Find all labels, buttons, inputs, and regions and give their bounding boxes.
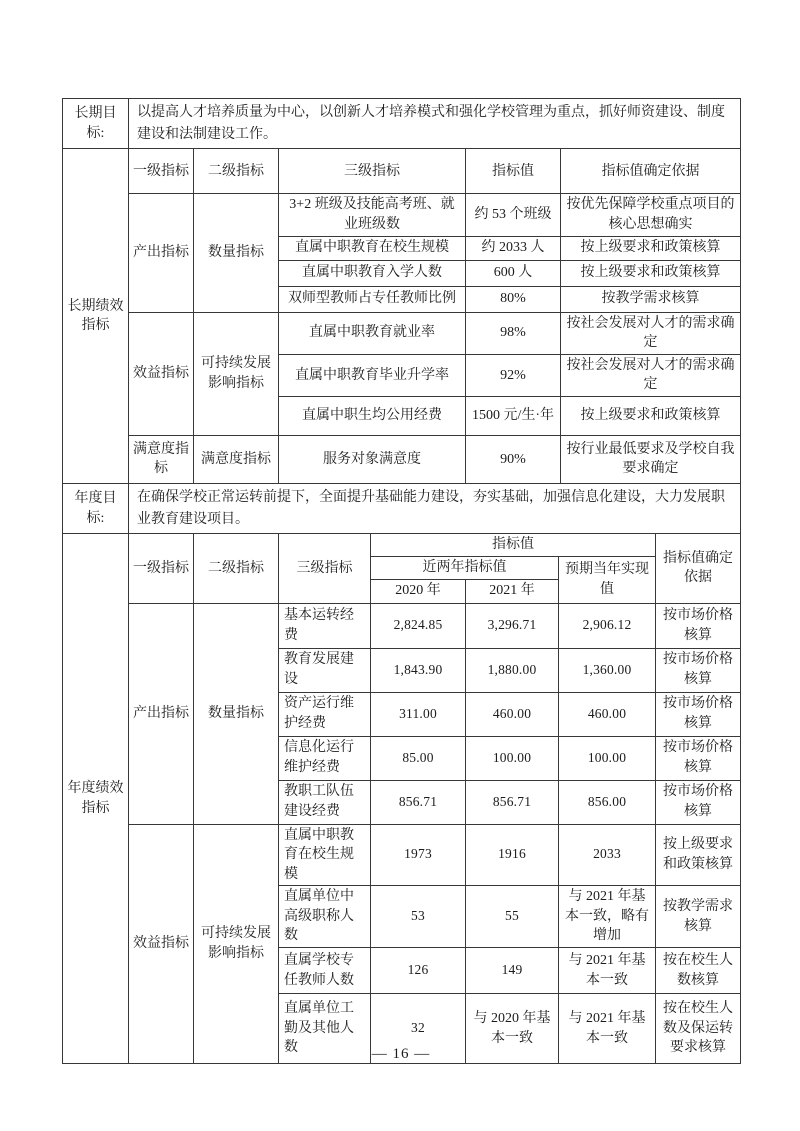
indicator-name-cell: 直属中职教育入学人数	[279, 260, 466, 286]
indicator-name-cell: 直属单位工勤及其他人数	[279, 994, 371, 1064]
indicator-name-cell: 教育发展建设	[279, 648, 371, 692]
long-term-side-label: 长期绩效指标	[63, 149, 129, 484]
value-2020-cell: 32	[371, 994, 466, 1064]
col-header-recent-two-years: 近两年指标值	[371, 556, 559, 579]
expected-value-cell: 1,360.00	[559, 648, 656, 692]
indicator-basis-cell: 按上级要求和政策核算	[561, 260, 741, 286]
long-term-goal-text: 以提高人才培养质量为中心，以创新人才培养模式和强化学校管理为重点，抓好师资建设、制度建设和法制建设工作。	[129, 99, 741, 149]
indicator-name-cell: 资产运行维护经费	[279, 692, 371, 736]
level1-cell: 效益指标	[129, 824, 194, 1064]
expected-value-cell: 856.00	[559, 780, 656, 824]
indicator-value-cell: 1500 元/生·年	[466, 396, 561, 435]
indicator-name-cell: 基本运转经费	[279, 603, 371, 648]
level1-cell: 效益指标	[129, 312, 194, 435]
value-2020-cell: 311.00	[371, 692, 466, 736]
value-2021-cell: 460.00	[466, 692, 559, 736]
level1-cell: 产出指标	[129, 194, 194, 312]
col-header-basis: 指标值确定依据	[656, 534, 741, 603]
indicator-basis-cell: 按行业最低要求及学校自我要求确定	[561, 435, 741, 483]
indicator-basis-cell: 按上级要求和政策核算	[561, 236, 741, 260]
indicator-name-cell: 直属中职生均公用经费	[279, 396, 466, 435]
indicator-name-cell: 教职工队伍建设经费	[279, 780, 371, 824]
col-header-value-group: 指标值	[371, 534, 656, 557]
indicator-value-cell: 约 53 个班级	[466, 194, 561, 236]
indicator-basis-cell: 按社会发展对人才的需求确定	[561, 354, 741, 396]
indicator-basis-cell: 按上级要求和政策核算	[656, 824, 741, 886]
value-2020-cell: 856.71	[371, 780, 466, 824]
expected-value-cell: 与 2021 年基本一致，略有增加	[559, 886, 656, 948]
level2-cell: 可持续发展影响指标	[194, 824, 279, 1064]
col-header-level3: 三级指标	[279, 149, 466, 194]
col-header-year-2021: 2021 年	[466, 579, 559, 603]
indicator-name-cell: 直属中职教育就业率	[279, 312, 466, 354]
annual-performance-table	[62, 483, 741, 1064]
indicator-basis-cell: 按市场价格核算	[656, 780, 741, 824]
indicator-basis-cell: 按社会发展对人才的需求确定	[561, 312, 741, 354]
value-2021-cell: 与 2020 年基本一致	[466, 994, 559, 1064]
value-2021-cell: 1,880.00	[466, 648, 559, 692]
value-2021-cell: 55	[466, 886, 559, 948]
value-2020-cell: 85.00	[371, 736, 466, 780]
col-header-value: 指标值	[466, 149, 561, 194]
expected-value-cell: 2033	[559, 824, 656, 886]
indicator-name-cell: 直属中职教育在校生规模	[279, 824, 371, 886]
annual-goal-label: 年度目标:	[63, 483, 129, 533]
indicator-basis-cell: 按市场价格核算	[656, 692, 741, 736]
indicator-basis-cell: 按教学需求核算	[656, 886, 741, 948]
indicator-name-cell: 双师型教师占专任教师比例	[279, 286, 466, 312]
level1-cell: 产出指标	[129, 603, 194, 824]
value-2021-cell: 856.71	[466, 780, 559, 824]
value-2020-cell: 53	[371, 886, 466, 948]
indicator-name-cell: 直属学校专任教师人数	[279, 948, 371, 994]
value-2020-cell: 1,843.90	[371, 648, 466, 692]
annual-side-label: 年度绩效指标	[63, 534, 129, 1064]
indicator-value-cell: 90%	[466, 435, 561, 483]
value-2021-cell: 1916	[466, 824, 559, 886]
indicator-name-cell: 信息化运行维护经费	[279, 736, 371, 780]
indicator-name-cell: 3+2 班级及技能高考班、就业班级数	[279, 194, 466, 236]
page-number: — 16 —	[371, 1046, 431, 1062]
value-2020-cell: 126	[371, 948, 466, 994]
indicator-basis-cell: 按市场价格核算	[656, 648, 741, 692]
indicator-value-cell: 92%	[466, 354, 561, 396]
value-2020-cell: 1973	[371, 824, 466, 886]
indicator-value-cell: 约 2033 人	[466, 236, 561, 260]
col-header-level2: 二级指标	[194, 534, 279, 603]
value-2021-cell: 149	[466, 948, 559, 994]
indicator-name-cell: 直属单位中高级职称人数	[279, 886, 371, 948]
expected-value-cell: 100.00	[559, 736, 656, 780]
indicator-basis-cell: 按在校生人数及保运转要求核算	[656, 994, 741, 1064]
col-header-basis: 指标值确定依据	[561, 149, 741, 194]
expected-value-cell: 与 2021 年基本一致	[559, 994, 656, 1064]
value-2021-cell: 100.00	[466, 736, 559, 780]
value-2020-cell: 2,824.85	[371, 603, 466, 648]
level2-cell: 满意度指标	[194, 435, 279, 483]
col-header-level2: 二级指标	[194, 149, 279, 194]
level1-cell: 满意度指标	[129, 435, 194, 483]
indicator-value-cell: 600 人	[466, 260, 561, 286]
indicator-basis-cell: 按市场价格核算	[656, 603, 741, 648]
value-2021-cell: 3,296.71	[466, 603, 559, 648]
indicator-basis-cell: 按教学需求核算	[561, 286, 741, 312]
col-header-level1: 一级指标	[129, 534, 194, 603]
expected-value-cell: 与 2021 年基本一致	[559, 948, 656, 994]
col-header-level1: 一级指标	[129, 149, 194, 194]
indicator-name-cell: 直属中职教育毕业升学率	[279, 354, 466, 396]
indicator-value-cell: 98%	[466, 312, 561, 354]
level2-cell: 数量指标	[194, 194, 279, 312]
expected-value-cell: 2,906.12	[559, 603, 656, 648]
indicator-basis-cell: 按优先保障学校重点项目的核心思想确实	[561, 194, 741, 236]
indicator-basis-cell: 按在校生人数核算	[656, 948, 741, 994]
long-term-performance-table	[62, 98, 741, 484]
long-term-goal-label: 长期目标:	[63, 99, 129, 149]
col-header-year-2020: 2020 年	[371, 579, 466, 603]
indicator-name-cell: 直属中职教育在校生规模	[279, 236, 466, 260]
col-header-level3: 三级指标	[279, 534, 371, 603]
level2-cell: 可持续发展影响指标	[194, 312, 279, 435]
level2-cell: 数量指标	[194, 603, 279, 824]
indicator-basis-cell: 按上级要求和政策核算	[561, 396, 741, 435]
indicator-value-cell: 80%	[466, 286, 561, 312]
col-header-expected: 预期当年实现值	[559, 556, 656, 603]
indicator-basis-cell: 按市场价格核算	[656, 736, 741, 780]
annual-goal-text: 在确保学校正常运转前提下，全面提升基础能力建设，夯实基础，加强信息化建设，大力发展职业教育建设项目。	[129, 483, 741, 533]
expected-value-cell: 460.00	[559, 692, 656, 736]
indicator-name-cell: 服务对象满意度	[279, 435, 466, 483]
performance-tables	[62, 98, 740, 1064]
